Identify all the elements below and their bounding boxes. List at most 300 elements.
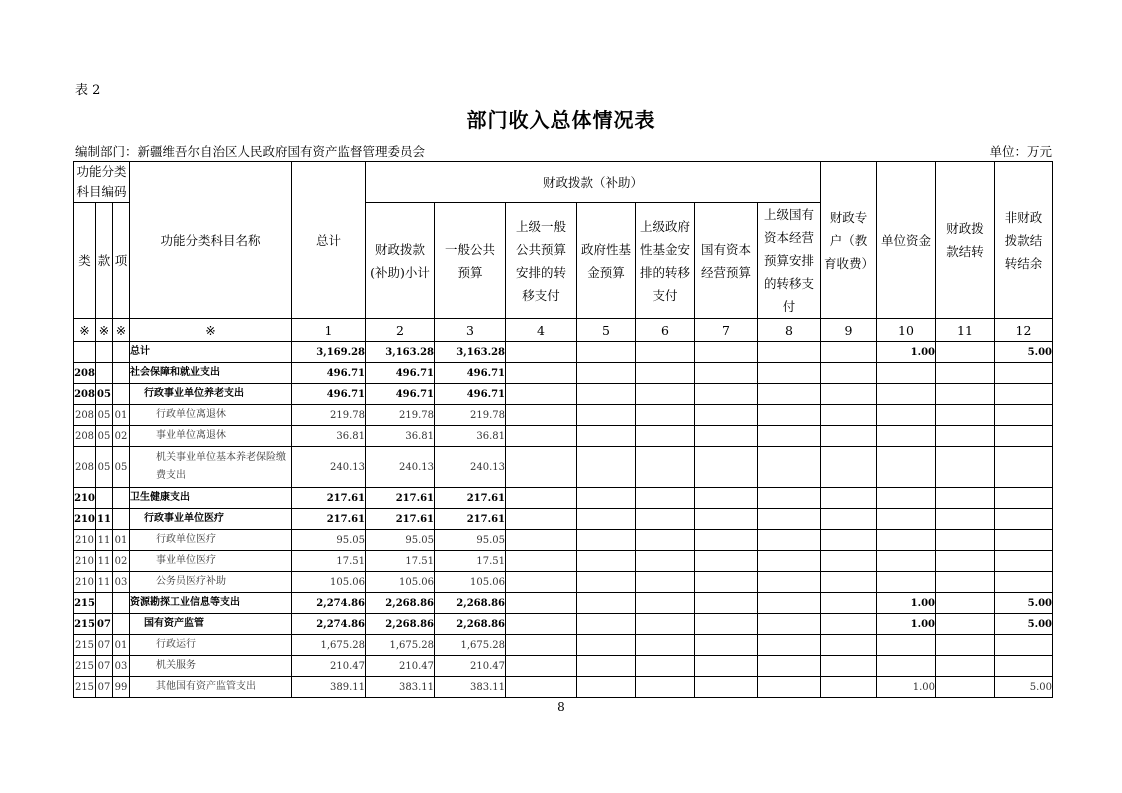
code-lei-cell: 208 <box>74 405 96 426</box>
unit-fund-cell <box>877 405 936 426</box>
upper-state-capital-cell <box>758 384 821 405</box>
upper-gov-fund-cell <box>636 509 695 530</box>
code-lei-cell: 215 <box>74 677 96 698</box>
mark-kuan: ※ <box>96 319 113 342</box>
unit-fund-cell: 1.00 <box>877 342 936 363</box>
gov-fund-cell <box>577 677 636 698</box>
code-xiang-cell: 01 <box>113 635 130 656</box>
carryover-cell <box>936 614 995 635</box>
gov-fund-cell <box>577 572 636 593</box>
code-xiang-cell: 03 <box>113 572 130 593</box>
upper-state-capital-cell <box>758 530 821 551</box>
mark-lei: ※ <box>74 319 96 342</box>
total-cell: 2,274.86 <box>292 614 366 635</box>
unit-fund-cell <box>877 530 936 551</box>
total-cell: 210.47 <box>292 656 366 677</box>
upper-gov-fund-cell <box>636 635 695 656</box>
special-fund-cell <box>821 677 877 698</box>
gov-fund-cell <box>577 509 636 530</box>
item-name-cell: 公务员医疗补助 <box>130 572 292 593</box>
total-cell: 3,169.28 <box>292 342 366 363</box>
col-number: 11 <box>936 319 995 342</box>
carryover-cell <box>936 426 995 447</box>
item-name-cell: 资源勘探工业信息等支出 <box>130 593 292 614</box>
fiscal-subtotal-cell: 1,675.28 <box>366 635 435 656</box>
table-row <box>74 488 1053 509</box>
state-capital-cell <box>695 530 758 551</box>
carryover-cell <box>936 530 995 551</box>
code-xiang-cell: 02 <box>113 551 130 572</box>
upper-gov-fund-cell <box>636 551 695 572</box>
upper-gov-fund-cell <box>636 572 695 593</box>
code-lei-cell: 208 <box>74 384 96 405</box>
fiscal-subtotal-cell: 17.51 <box>366 551 435 572</box>
upper-general-cell <box>506 656 577 677</box>
state-capital-cell <box>695 488 758 509</box>
code-kuan-cell: 07 <box>96 614 113 635</box>
upper-state-capital-cell <box>758 551 821 572</box>
mark-name: ※ <box>130 319 292 342</box>
general-budget-cell: 383.11 <box>435 677 506 698</box>
special-fund-cell <box>821 405 877 426</box>
upper-gov-fund-cell <box>636 530 695 551</box>
special-fund-cell <box>821 447 877 488</box>
carryover-cell <box>936 509 995 530</box>
general-budget-cell: 217.61 <box>435 488 506 509</box>
non-fiscal-carryover-cell <box>995 405 1053 426</box>
code-kuan-cell: 05 <box>96 384 113 405</box>
carryover-cell <box>936 551 995 572</box>
upper-general-cell <box>506 593 577 614</box>
code-kuan-cell: 11 <box>96 551 113 572</box>
general-budget-cell: 210.47 <box>435 656 506 677</box>
header-special-fund: 财政专户（教育收费） <box>821 162 877 319</box>
gov-fund-cell <box>577 363 636 384</box>
code-xiang-cell <box>113 614 130 635</box>
header-state-capital: 国有资本经营预算 <box>695 203 758 319</box>
unit-label: 单位：万元 <box>989 144 1052 159</box>
upper-gov-fund-cell <box>636 593 695 614</box>
table-row <box>74 509 1053 530</box>
state-capital-cell <box>695 509 758 530</box>
page-number: 8 <box>557 700 565 714</box>
upper-gov-fund-cell <box>636 384 695 405</box>
header-unit-fund: 单位资金 <box>877 162 936 319</box>
code-xiang-cell <box>113 488 130 509</box>
item-name-cell: 行政单位医疗 <box>130 530 292 551</box>
upper-general-cell <box>506 405 577 426</box>
state-capital-cell <box>695 656 758 677</box>
table-row <box>74 530 1053 551</box>
fiscal-subtotal-cell: 95.05 <box>366 530 435 551</box>
total-cell: 496.71 <box>292 384 366 405</box>
carryover-cell <box>936 405 995 426</box>
col-number: 5 <box>577 319 636 342</box>
state-capital-cell <box>695 572 758 593</box>
table-row <box>74 363 1053 384</box>
code-kuan-cell: 11 <box>96 530 113 551</box>
table-row <box>74 677 1053 698</box>
mark-xiang: ※ <box>113 319 130 342</box>
total-cell: 240.13 <box>292 447 366 488</box>
non-fiscal-carryover-cell <box>995 384 1053 405</box>
header-general-budget: 一般公共预算 <box>435 203 506 319</box>
upper-general-cell <box>506 488 577 509</box>
col-number: 6 <box>636 319 695 342</box>
non-fiscal-carryover-cell <box>995 509 1053 530</box>
upper-state-capital-cell <box>758 509 821 530</box>
general-budget-cell: 2,268.86 <box>435 614 506 635</box>
general-budget-cell: 95.05 <box>435 530 506 551</box>
upper-gov-fund-cell <box>636 363 695 384</box>
general-budget-cell: 3,163.28 <box>435 342 506 363</box>
total-cell: 36.81 <box>292 426 366 447</box>
carryover-cell <box>936 488 995 509</box>
header-carryover: 财政拨款结转 <box>936 162 995 319</box>
unit-fund-cell <box>877 384 936 405</box>
general-budget-cell: 105.06 <box>435 572 506 593</box>
table-row <box>74 384 1053 405</box>
code-kuan-cell <box>96 363 113 384</box>
code-lei-cell: 210 <box>74 572 96 593</box>
unit-fund-cell: 1.00 <box>877 677 936 698</box>
table-row <box>74 342 1053 363</box>
carryover-cell <box>936 384 995 405</box>
unit-fund-cell: 1.00 <box>877 614 936 635</box>
fiscal-subtotal-cell: 210.47 <box>366 656 435 677</box>
header-fiscal-group: 财政拨款（补助） <box>366 162 821 203</box>
header-xiang: 项 <box>113 203 130 319</box>
non-fiscal-carryover-cell <box>995 572 1053 593</box>
upper-gov-fund-cell <box>636 447 695 488</box>
carryover-cell <box>936 656 995 677</box>
non-fiscal-carryover-cell: 5.00 <box>995 677 1053 698</box>
upper-general-cell <box>506 447 577 488</box>
upper-general-cell <box>506 342 577 363</box>
non-fiscal-carryover-cell <box>995 551 1053 572</box>
header-gov-fund: 政府性基金预算 <box>577 203 636 319</box>
header-total: 总计 <box>292 162 366 319</box>
upper-state-capital-cell <box>758 677 821 698</box>
carryover-cell <box>936 447 995 488</box>
upper-general-cell <box>506 572 577 593</box>
state-capital-cell <box>695 447 758 488</box>
upper-gov-fund-cell <box>636 677 695 698</box>
item-name-cell: 社会保障和就业支出 <box>130 363 292 384</box>
special-fund-cell <box>821 363 877 384</box>
total-cell: 95.05 <box>292 530 366 551</box>
general-budget-cell: 217.61 <box>435 509 506 530</box>
col-number: 7 <box>695 319 758 342</box>
carryover-cell <box>936 342 995 363</box>
item-name-cell: 事业单位离退休 <box>130 426 292 447</box>
non-fiscal-carryover-cell <box>995 635 1053 656</box>
upper-state-capital-cell <box>758 614 821 635</box>
carryover-cell <box>936 635 995 656</box>
non-fiscal-carryover-cell: 5.00 <box>995 342 1053 363</box>
table-row <box>74 635 1053 656</box>
code-kuan-cell: 07 <box>96 635 113 656</box>
upper-state-capital-cell <box>758 572 821 593</box>
general-budget-cell: 496.71 <box>435 363 506 384</box>
item-name-cell: 机关事业单位基本养老保险缴费支出 <box>130 447 292 488</box>
col-number: 12 <box>995 319 1053 342</box>
gov-fund-cell <box>577 656 636 677</box>
unit-fund-cell <box>877 447 936 488</box>
total-cell: 1,675.28 <box>292 635 366 656</box>
special-fund-cell <box>821 656 877 677</box>
upper-state-capital-cell <box>758 593 821 614</box>
special-fund-cell <box>821 426 877 447</box>
unit-fund-cell: 1.00 <box>877 593 936 614</box>
state-capital-cell <box>695 677 758 698</box>
item-name-cell: 行政运行 <box>130 635 292 656</box>
gov-fund-cell <box>577 384 636 405</box>
table-row <box>74 405 1053 426</box>
code-xiang-cell: 99 <box>113 677 130 698</box>
table-row <box>74 447 1053 488</box>
code-xiang-cell: 03 <box>113 656 130 677</box>
unit-fund-cell <box>877 551 936 572</box>
upper-state-capital-cell <box>758 405 821 426</box>
gov-fund-cell <box>577 488 636 509</box>
code-kuan-cell <box>96 593 113 614</box>
upper-gov-fund-cell <box>636 426 695 447</box>
col-number: 10 <box>877 319 936 342</box>
code-xiang-cell: 01 <box>113 405 130 426</box>
state-capital-cell <box>695 635 758 656</box>
header-kuan: 款 <box>96 203 113 319</box>
unit-fund-cell <box>877 426 936 447</box>
state-capital-cell <box>695 363 758 384</box>
code-xiang-cell: 01 <box>113 530 130 551</box>
unit-fund-cell <box>877 488 936 509</box>
non-fiscal-carryover-cell <box>995 363 1053 384</box>
fiscal-subtotal-cell: 219.78 <box>366 405 435 426</box>
upper-gov-fund-cell <box>636 656 695 677</box>
total-cell: 217.61 <box>292 488 366 509</box>
page-title: 部门收入总体情况表 <box>466 108 656 132</box>
total-cell: 496.71 <box>292 363 366 384</box>
header-fiscal-subtotal: 财政拨款(补助)小计 <box>366 203 435 319</box>
code-lei-cell: 215 <box>74 593 96 614</box>
code-lei-cell: 208 <box>74 447 96 488</box>
special-fund-cell <box>821 572 877 593</box>
code-lei-cell: 210 <box>74 488 96 509</box>
unit-fund-cell <box>877 509 936 530</box>
code-xiang-cell: 02 <box>113 426 130 447</box>
item-name-cell: 卫生健康支出 <box>130 488 292 509</box>
item-name-cell: 行政事业单位医疗 <box>130 509 292 530</box>
upper-general-cell <box>506 677 577 698</box>
code-lei-cell: 210 <box>74 509 96 530</box>
state-capital-cell <box>695 614 758 635</box>
header-lei: 类 <box>74 203 96 319</box>
total-cell: 2,274.86 <box>292 593 366 614</box>
fiscal-subtotal-cell: 2,268.86 <box>366 593 435 614</box>
upper-state-capital-cell <box>758 488 821 509</box>
state-capital-cell <box>695 405 758 426</box>
gov-fund-cell <box>577 614 636 635</box>
code-kuan-cell <box>96 488 113 509</box>
non-fiscal-carryover-cell <box>995 447 1053 488</box>
header-name: 功能分类科目名称 <box>130 162 292 319</box>
non-fiscal-carryover-cell <box>995 488 1053 509</box>
header-upper-general: 上级一般公共预算安排的转移支付 <box>506 203 577 319</box>
total-cell: 17.51 <box>292 551 366 572</box>
upper-general-cell <box>506 530 577 551</box>
fiscal-subtotal-cell: 105.06 <box>366 572 435 593</box>
item-name-cell: 事业单位医疗 <box>130 551 292 572</box>
code-lei-cell: 210 <box>74 530 96 551</box>
special-fund-cell <box>821 614 877 635</box>
general-budget-cell: 36.81 <box>435 426 506 447</box>
item-name-cell: 其他国有资产监管支出 <box>130 677 292 698</box>
state-capital-cell <box>695 384 758 405</box>
header-code-group: 功能分类科目编码 <box>74 162 130 203</box>
code-xiang-cell <box>113 342 130 363</box>
non-fiscal-carryover-cell: 5.00 <box>995 593 1053 614</box>
special-fund-cell <box>821 530 877 551</box>
state-capital-cell <box>695 593 758 614</box>
code-xiang-cell <box>113 593 130 614</box>
special-fund-cell <box>821 488 877 509</box>
col-number: 3 <box>435 319 506 342</box>
gov-fund-cell <box>577 447 636 488</box>
upper-general-cell <box>506 635 577 656</box>
total-cell: 105.06 <box>292 572 366 593</box>
header-non-fiscal-carryover: 非财政拨款结转结余 <box>995 162 1053 319</box>
total-cell: 219.78 <box>292 405 366 426</box>
unit-fund-cell <box>877 572 936 593</box>
special-fund-cell <box>821 384 877 405</box>
header-upper-state-capital: 上级国有资本经营预算安排的转移支付 <box>758 203 821 319</box>
code-kuan-cell: 05 <box>96 405 113 426</box>
non-fiscal-carryover-cell: 5.00 <box>995 614 1053 635</box>
unit-fund-cell <box>877 635 936 656</box>
upper-general-cell <box>506 426 577 447</box>
code-kuan-cell: 07 <box>96 656 113 677</box>
non-fiscal-carryover-cell <box>995 656 1053 677</box>
gov-fund-cell <box>577 426 636 447</box>
gov-fund-cell <box>577 342 636 363</box>
carryover-cell <box>936 363 995 384</box>
general-budget-cell: 240.13 <box>435 447 506 488</box>
upper-state-capital-cell <box>758 447 821 488</box>
state-capital-cell <box>695 551 758 572</box>
upper-gov-fund-cell <box>636 405 695 426</box>
non-fiscal-carryover-cell <box>995 426 1053 447</box>
fiscal-subtotal-cell: 36.81 <box>366 426 435 447</box>
table-row <box>74 593 1053 614</box>
col-number: 4 <box>506 319 577 342</box>
upper-state-capital-cell <box>758 426 821 447</box>
code-kuan-cell: 07 <box>96 677 113 698</box>
code-xiang-cell <box>113 384 130 405</box>
unit-fund-cell <box>877 363 936 384</box>
upper-state-capital-cell <box>758 363 821 384</box>
carryover-cell <box>936 572 995 593</box>
gov-fund-cell <box>577 635 636 656</box>
table-row <box>74 614 1053 635</box>
upper-gov-fund-cell <box>636 488 695 509</box>
table-number: 表 2 <box>75 83 101 98</box>
total-cell: 217.61 <box>292 509 366 530</box>
col-number: 8 <box>758 319 821 342</box>
fiscal-subtotal-cell: 217.61 <box>366 488 435 509</box>
col-number: 9 <box>821 319 877 342</box>
gov-fund-cell <box>577 530 636 551</box>
item-name-cell: 国有资产监管 <box>130 614 292 635</box>
unit-fund-cell <box>877 656 936 677</box>
item-name-cell: 行政单位离退休 <box>130 405 292 426</box>
upper-general-cell <box>506 614 577 635</box>
header-upper-gov-fund: 上级政府性基金安排的转移支付 <box>636 203 695 319</box>
col-number: 1 <box>292 319 366 342</box>
total-cell: 389.11 <box>292 677 366 698</box>
upper-state-capital-cell <box>758 656 821 677</box>
col-number: 2 <box>366 319 435 342</box>
code-kuan-cell: 11 <box>96 572 113 593</box>
table-row <box>74 656 1053 677</box>
non-fiscal-carryover-cell <box>995 530 1053 551</box>
code-kuan-cell: 05 <box>96 447 113 488</box>
code-lei-cell <box>74 342 96 363</box>
upper-general-cell <box>506 384 577 405</box>
code-lei-cell: 208 <box>74 426 96 447</box>
code-lei-cell: 215 <box>74 614 96 635</box>
table-row <box>74 551 1053 572</box>
upper-gov-fund-cell <box>636 614 695 635</box>
table-row <box>74 572 1053 593</box>
carryover-cell <box>936 677 995 698</box>
compiling-department: 编制部门：新疆维吾尔自治区人民政府国有资产监督管理委员会 <box>75 144 426 159</box>
income-summary-table <box>73 161 1053 698</box>
gov-fund-cell <box>577 551 636 572</box>
state-capital-cell <box>695 426 758 447</box>
table-row <box>74 426 1053 447</box>
special-fund-cell <box>821 635 877 656</box>
fiscal-subtotal-cell: 3,163.28 <box>366 342 435 363</box>
fiscal-subtotal-cell: 2,268.86 <box>366 614 435 635</box>
gov-fund-cell <box>577 593 636 614</box>
general-budget-cell: 17.51 <box>435 551 506 572</box>
fiscal-subtotal-cell: 496.71 <box>366 363 435 384</box>
code-xiang-cell: 05 <box>113 447 130 488</box>
upper-general-cell <box>506 363 577 384</box>
special-fund-cell <box>821 551 877 572</box>
item-name-cell: 机关服务 <box>130 656 292 677</box>
general-budget-cell: 496.71 <box>435 384 506 405</box>
fiscal-subtotal-cell: 240.13 <box>366 447 435 488</box>
special-fund-cell <box>821 509 877 530</box>
general-budget-cell: 219.78 <box>435 405 506 426</box>
state-capital-cell <box>695 342 758 363</box>
code-kuan-cell: 05 <box>96 426 113 447</box>
fiscal-subtotal-cell: 496.71 <box>366 384 435 405</box>
code-kuan-cell <box>96 342 113 363</box>
code-lei-cell: 215 <box>74 635 96 656</box>
fiscal-subtotal-cell: 217.61 <box>366 509 435 530</box>
special-fund-cell <box>821 593 877 614</box>
code-kuan-cell: 11 <box>96 509 113 530</box>
gov-fund-cell <box>577 405 636 426</box>
item-name-cell: 总计 <box>130 342 292 363</box>
code-lei-cell: 215 <box>74 656 96 677</box>
carryover-cell <box>936 593 995 614</box>
general-budget-cell: 2,268.86 <box>435 593 506 614</box>
item-name-cell: 行政事业单位养老支出 <box>130 384 292 405</box>
